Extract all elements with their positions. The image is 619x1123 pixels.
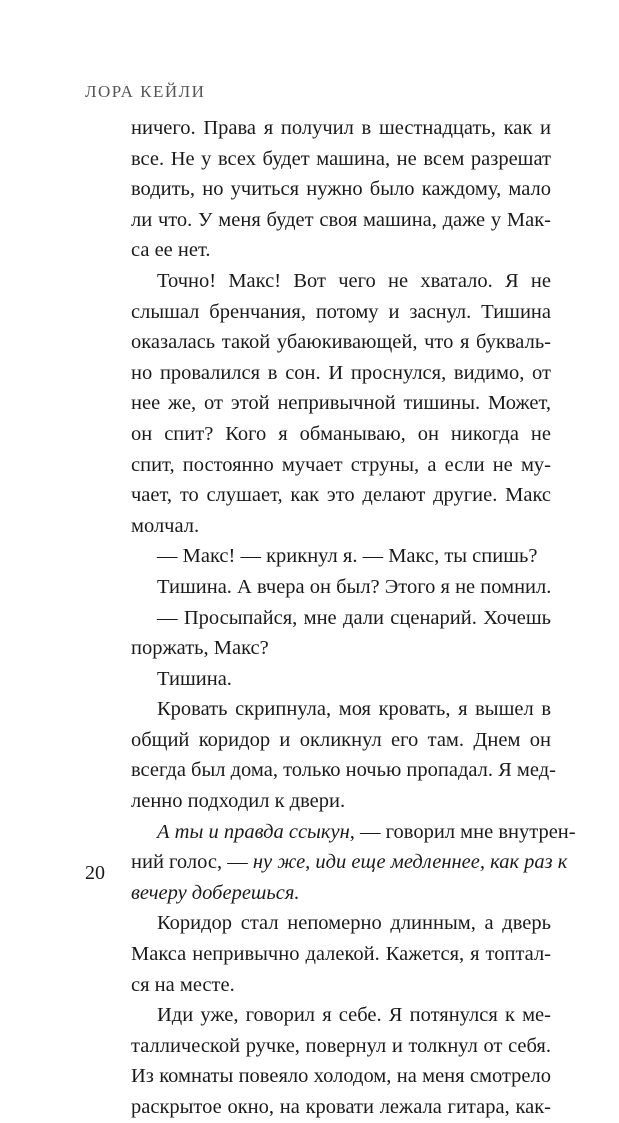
text-line: таллической ручке, повернул и толкнул от себя.: [131, 1034, 551, 1057]
text-line: раскрытое окно, на кровати лежала гитара, как-: [131, 1096, 551, 1118]
text-line: все. Не у всех будет машина, не всем разрешат: [131, 147, 551, 170]
text-line: ничего. Права я получил в шестнадцать, как и: [131, 117, 551, 139]
text-line: ленно подходил к двери.: [131, 790, 346, 813]
text-line: слышал бренчания, потому и заснул. Тишина: [131, 300, 551, 323]
text-line: [131, 847, 568, 878]
italic-text: ну же, иди еще медленнее, как раз к: [252, 851, 568, 874]
text-line: са ее нет.: [131, 239, 211, 262]
text-line: [131, 817, 576, 848]
text-line: но провалился в сон. И проснулся, видимо, от: [131, 361, 551, 384]
text-line: Точно! Макс! Вот чего не хватало. Я не: [157, 269, 551, 292]
text-line: — Макс! — крикнул я. — Макс, ты спишь?: [157, 545, 538, 568]
text-line: Макса непривычно далекой. Кажется, я топтал-: [131, 943, 551, 966]
text-line: Тишина.: [157, 667, 232, 690]
body-text: [131, 113, 576, 1123]
text-line: молчал.: [131, 514, 200, 537]
text-line: [131, 878, 551, 909]
text-line: Из комнаты повеяло холодом, на меня смотрело: [131, 1065, 551, 1088]
text-line: водить, но учиться нужно было каждому, мало: [131, 178, 551, 201]
text-line: всегда был дома, только ночью пропадал. Я мед-: [131, 759, 556, 782]
text-line: спит, постоянно мучает струны, а если не му-: [131, 453, 551, 476]
text-span: ний голос, —: [131, 851, 253, 874]
text-line: Иди уже, говорил я себе. Я потянулся к ме-: [157, 1004, 551, 1027]
text-line: Коридор стал непомерно длинным, а дверь: [157, 912, 551, 935]
text-line: Кровать скрипнула, моя кровать, я вышел в: [157, 698, 551, 721]
italic-text: вечеру доберешься.: [131, 881, 300, 904]
text-line: чает, то слушает, как это делают другие. Макс: [131, 484, 551, 507]
text-line: ся на месте.: [131, 973, 235, 996]
text-line: нее же, от этой непривычной тишины. Может,: [131, 392, 551, 415]
running-head: ЛОРА КЕЙЛИ: [85, 82, 206, 101]
text-line: он спит? Кого я обманываю, он никогда не: [131, 422, 551, 445]
text-span: — говорил мне внутрен-: [354, 820, 576, 843]
page-number: 20: [85, 862, 105, 884]
text-line: Тишина. А вчера он был? Этого я не помнил.: [157, 575, 552, 598]
text-line: — Просыпайся, мне дали сценарий. Хочешь: [157, 606, 551, 629]
text-line: ли что. У меня будет своя машина, даже у Мак-: [131, 208, 551, 231]
text-line: оказалась такой убаюкивающей, что я букваль-: [131, 331, 551, 354]
text-line: общий коридор и окликнул его там. Днем он: [131, 728, 551, 751]
italic-text: А ты и правда ссыкун,: [157, 820, 355, 843]
text-line: поржать, Макс?: [131, 637, 269, 660]
